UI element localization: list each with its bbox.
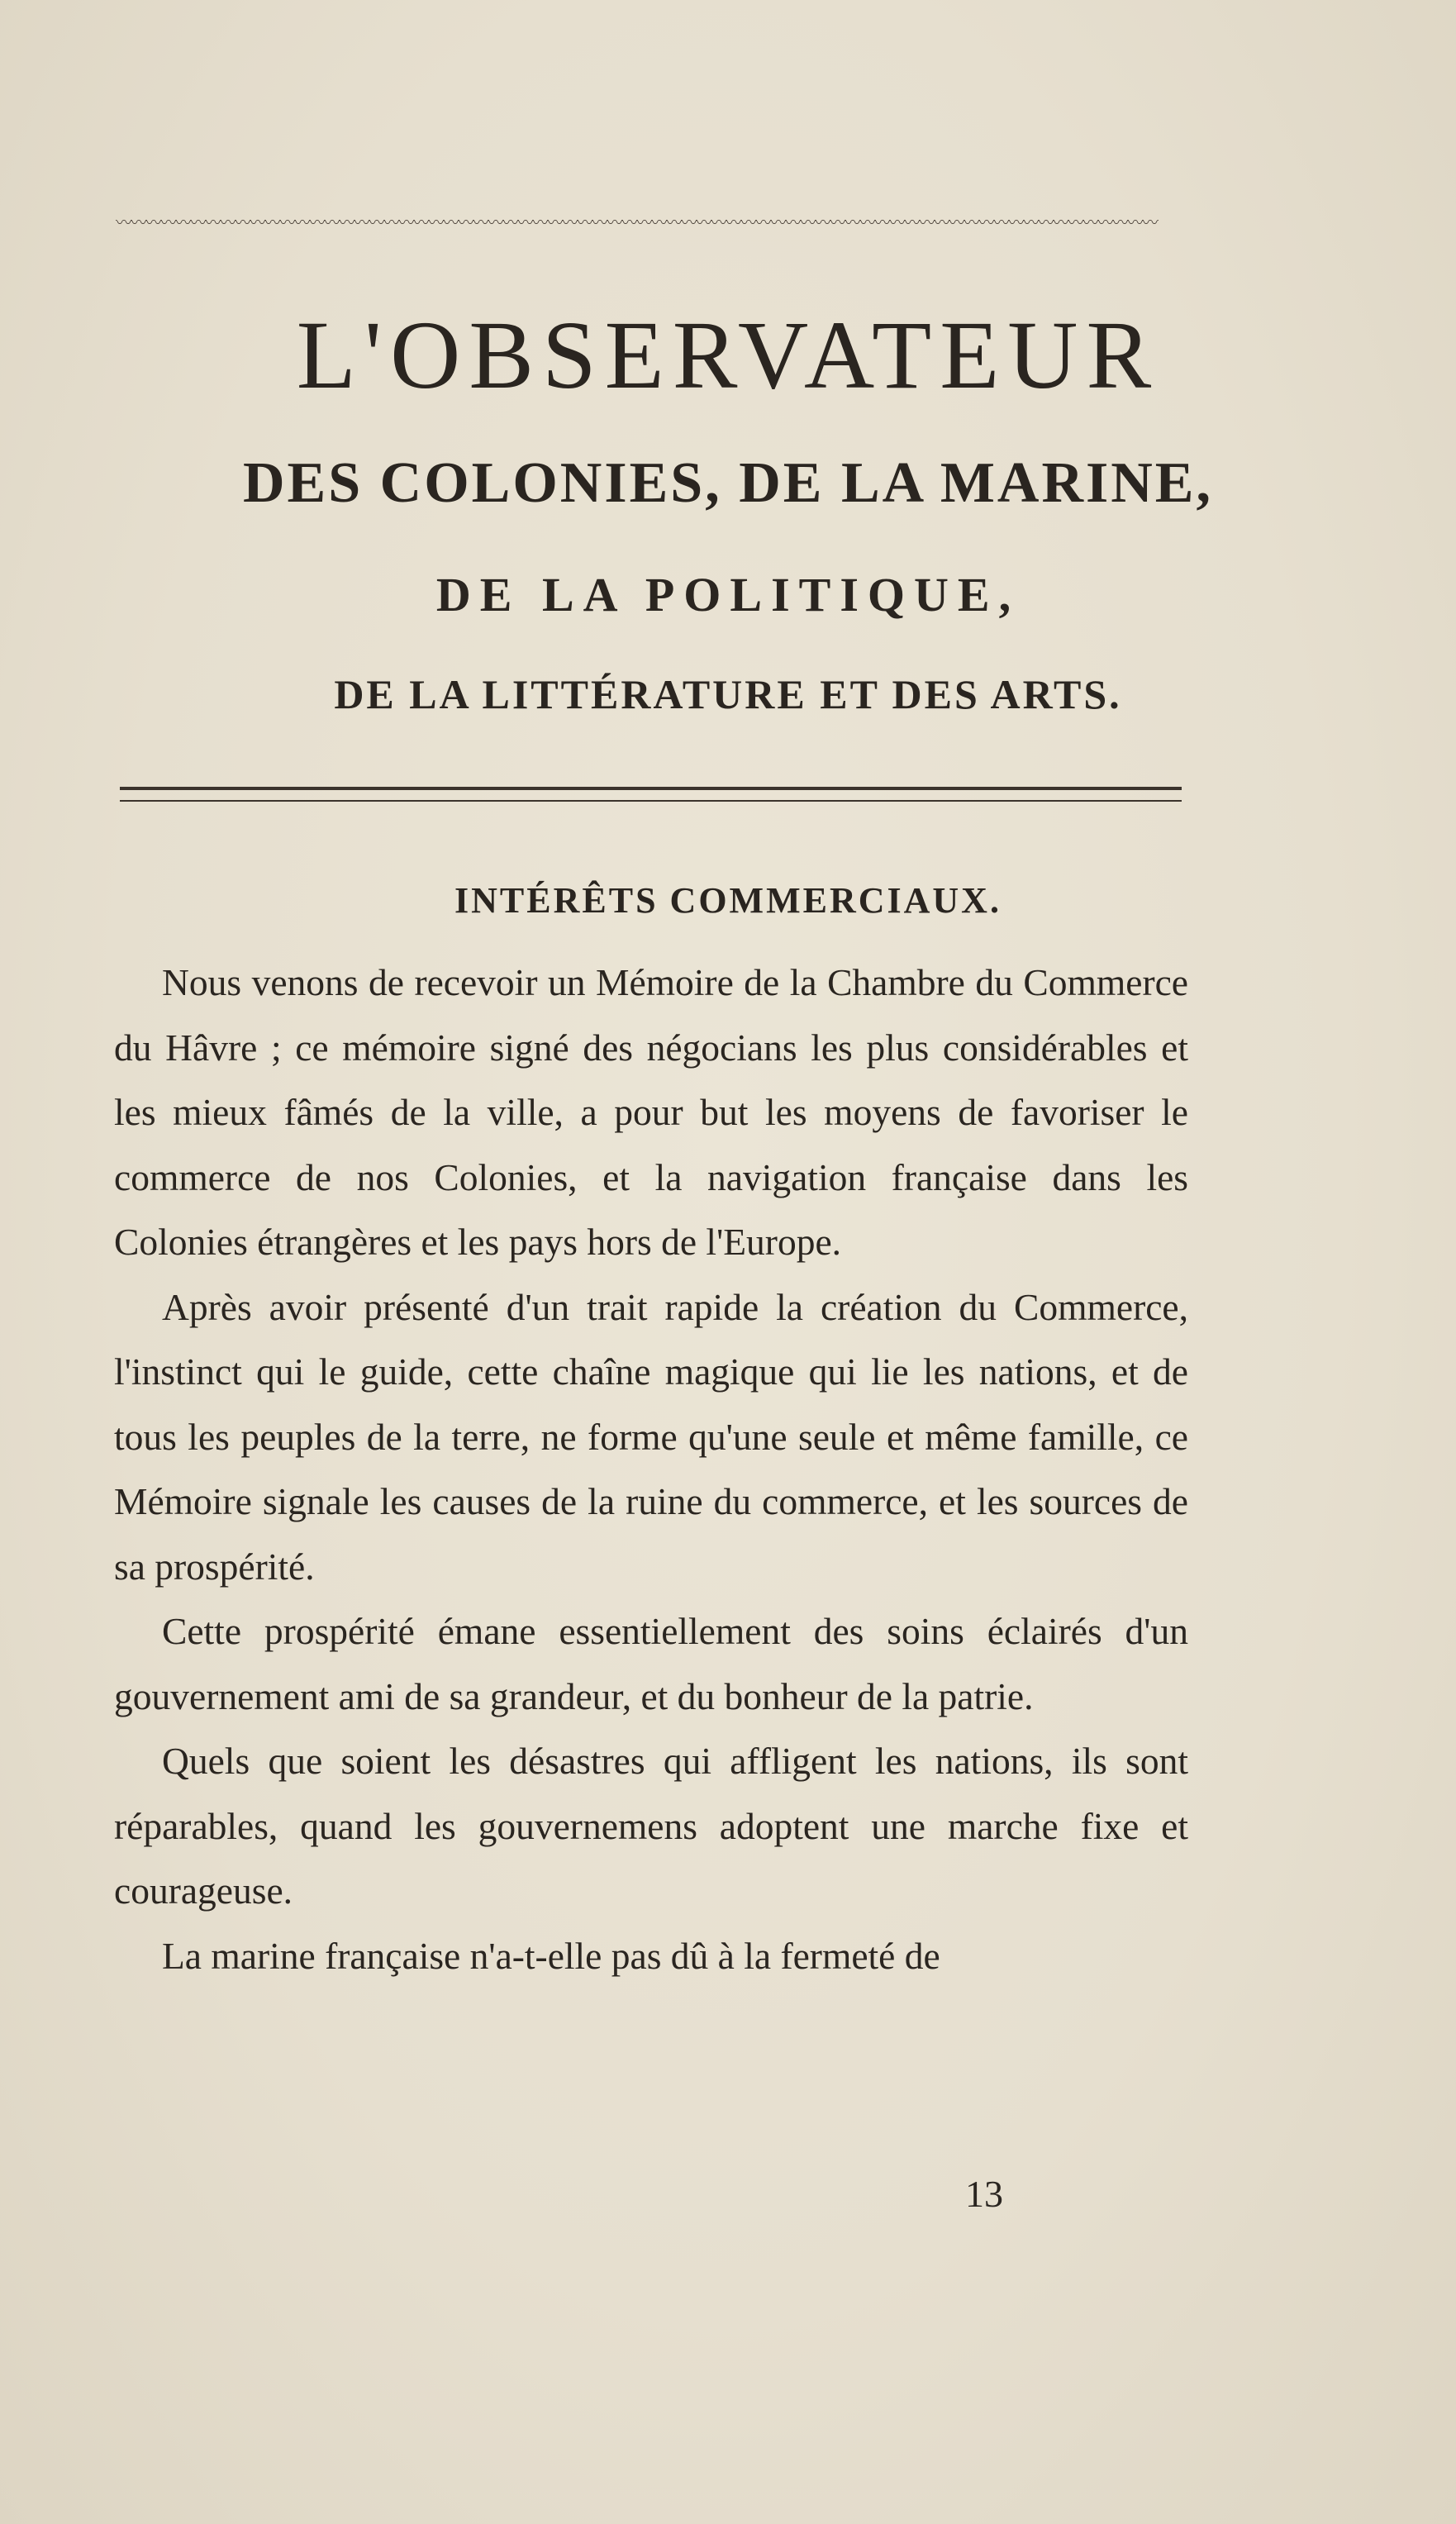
journal-subtitle-line-1: DES COLONIES, DE LA MARINE, xyxy=(243,451,1213,515)
section-heading: INTÉRÊTS COMMERCIAUX. xyxy=(454,880,1002,921)
paragraph: Après avoir présenté d'un trait rapide la création du Commerce, l'instinct qui le guide, cette chaîne magique qui lie les nations, et de tous les peuples de la terre, ne forme qu'une seule et même famille, ce Mémoire signale les causes de la ruine du commerce, et les sources de sa prospérité. xyxy=(114,1285,1188,1588)
page-number: 13 xyxy=(965,2173,1003,2215)
paragraph: Nous venons de recevoir un Mémoire de la Chambre du Commerce du Hâvre ; ce mémoire signé des négocians les plus considérables et les mieux fâmés de la ville, a pour but les moyens de favoriser le commerce de nos Colonies, et la navigation française dans les Colonies étrangères et les pays hors de l'Europe. xyxy=(114,961,1188,1263)
ornamental-border-icon: 〰〰〰〰〰〰〰〰〰〰〰〰〰〰〰〰〰〰〰〰〰〰〰〰〰〰〰〰〰〰〰〰〰〰〰〰〰〰〰〰〰〰〰〰〰〰〰〰〰〰〰〰〰〰〰〰〰〰〰〰〰〰〰〰〰〰〰〰〰〰 xyxy=(116,213,1157,231)
paragraph: Quels que soient les désastres qui affligent les nations, ils sont réparables, quand les gouvernemens adoptent une marche fixe et courageuse. xyxy=(114,1740,1188,1912)
journal-subtitle-line-2: DE LA POLITIQUE, xyxy=(435,568,1021,621)
divider-rule-thin xyxy=(120,800,1182,802)
divider-rule-thick xyxy=(120,787,1182,790)
journal-subtitle-line-3: DE LA LITTÉRATURE ET DES ARTS. xyxy=(334,671,1122,717)
paragraph: La marine française n'a-t-elle pas dû à la fermeté de xyxy=(162,1934,940,1977)
article-body xyxy=(114,950,1188,1988)
journal-title: L'OBSERVATEUR xyxy=(296,301,1160,409)
paragraph: Cette prospérité émane essentiellement des soins éclairés d'un gouvernement ami de sa grandeur, et du bonheur de la patrie. xyxy=(114,1610,1188,1717)
